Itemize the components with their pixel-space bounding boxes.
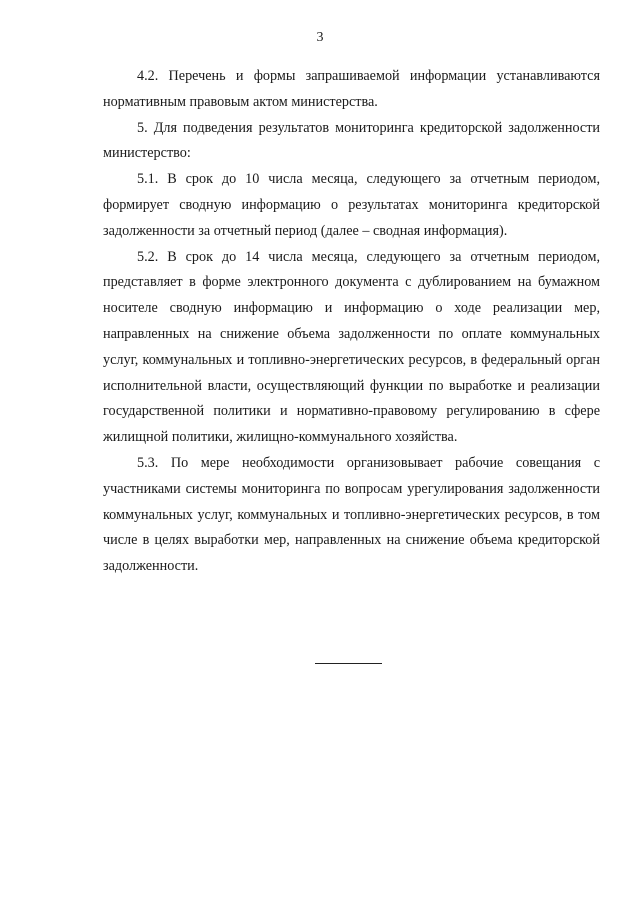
paragraph-5-3: 5.3. По мере необходимости организовывает рабочие совещания с участниками системы мониторинга по вопросам урегулирования задолженности коммунальных услуг, коммунальных и топливно-энергетических ресурсов, в том числе в целях выработки мер, направленных на снижение объема кредиторской задолженности. [103,454,600,575]
paragraph-5: 5. Для подведения результатов мониторинга кредиторской задолженности министерство: [103,119,600,162]
closing-rule [315,663,382,664]
page-number: 3 [316,30,324,45]
paragraph-4-2: 4.2. Перечень и формы запрашиваемой информации устанавливаются нормативным правовым актом министерства. [103,68,600,110]
paragraph-5-1: 5.1. В срок до 10 числа месяца, следующего за отчетным периодом, формирует сводную информацию о результатах мониторинга кредиторской задолженности за отчетный период (далее – сводная информация). [103,171,600,239]
document-body [103,64,600,580]
paragraph-5-2: 5.2. В срок до 14 числа месяца, следующего за отчетным периодом, представляет в форме электронного документа с дублированием на бумажном носителе сводную информацию и информацию о ходе реализации мер, направленных на снижение объема задолженности по оплате коммунальных услуг, коммунальных и топливно-энергетических ресурсов, в федеральный орган исполнительной власти, осуществляющий функции по выработке и реализации государственной политики и нормативно-правовому регулированию в сфере жилищной политики, жилищно-коммунального хозяйства. [103,248,600,446]
